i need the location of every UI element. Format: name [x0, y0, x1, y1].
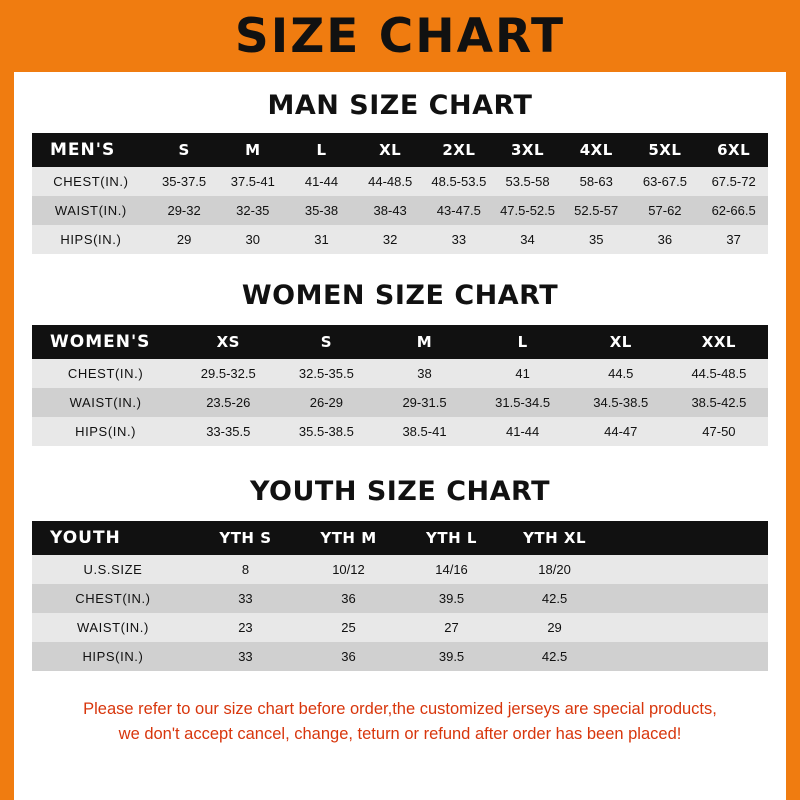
- cell: 34: [493, 225, 562, 254]
- section-title-women: WOMEN SIZE CHART: [241, 280, 559, 311]
- table-women-header-0: WOMEN'S: [32, 325, 179, 359]
- table-row: [32, 167, 768, 196]
- cell: 41-44: [287, 167, 356, 196]
- cell: 8: [194, 555, 297, 584]
- cell: 23: [194, 613, 297, 642]
- table-men-header-9: 6XL: [699, 133, 768, 167]
- table-youth-header-4: YTH XL: [503, 521, 606, 555]
- cell: 44-48.5: [356, 167, 425, 196]
- table-youth-header-5: [606, 521, 768, 555]
- cell: 35: [562, 225, 631, 254]
- row-label: WAIST(IN.): [32, 388, 179, 417]
- cell: 36: [297, 584, 400, 613]
- table-youth-body: [32, 555, 768, 671]
- section-title-man: MAN SIZE CHART: [267, 90, 533, 121]
- table-men-header-3: L: [287, 133, 356, 167]
- table-men-head: [32, 133, 768, 167]
- table-men-body: [32, 167, 768, 254]
- footer-note-line-2: we don't accept cancel, change, teturn or refund after order has been placed!: [118, 724, 682, 743]
- table-men-header-0: MEN'S: [32, 133, 150, 167]
- cell: 34.5-38.5: [572, 388, 670, 417]
- table-men-header-1: S: [150, 133, 219, 167]
- table-women-header-5: XL: [572, 325, 670, 359]
- cell: 37: [699, 225, 768, 254]
- table-row: [32, 196, 768, 225]
- cell: 44.5-48.5: [670, 359, 768, 388]
- cell: 33: [194, 642, 297, 671]
- banner-title: SIZE CHART: [234, 8, 566, 64]
- table-men-header-7: 4XL: [562, 133, 631, 167]
- cell: 29.5-32.5: [179, 359, 277, 388]
- cell: [606, 613, 768, 642]
- cell: [606, 642, 768, 671]
- table-youth-header-3: YTH L: [400, 521, 503, 555]
- cell: 47.5-52.5: [493, 196, 562, 225]
- cell: 29-31.5: [375, 388, 473, 417]
- cell: 32-35: [218, 196, 287, 225]
- cell: 35-37.5: [150, 167, 219, 196]
- table-women: [32, 325, 768, 446]
- table-women-header-3: M: [375, 325, 473, 359]
- cell: 33: [194, 584, 297, 613]
- cell: 38.5-42.5: [670, 388, 768, 417]
- table-women-header-6: XXL: [670, 325, 768, 359]
- table-row: [32, 417, 768, 446]
- cell: 31.5-34.5: [474, 388, 572, 417]
- cell: 25: [297, 613, 400, 642]
- cell: 33: [425, 225, 494, 254]
- cell: 29: [150, 225, 219, 254]
- table-men-header-8: 5XL: [631, 133, 700, 167]
- cell: 44.5: [572, 359, 670, 388]
- cell: 27: [400, 613, 503, 642]
- cell: 57-62: [631, 196, 700, 225]
- table-youth-header-1: YTH S: [194, 521, 297, 555]
- table-men-header-4: XL: [356, 133, 425, 167]
- content: [14, 90, 786, 747]
- cell: 29: [503, 613, 606, 642]
- table-row: [32, 225, 768, 254]
- cell: 48.5-53.5: [425, 167, 494, 196]
- cell: 42.5: [503, 584, 606, 613]
- cell: 39.5: [400, 584, 503, 613]
- cell: 29-32: [150, 196, 219, 225]
- cell: 14/16: [400, 555, 503, 584]
- section-man: [32, 90, 768, 254]
- section-youth: [32, 476, 768, 671]
- cell: 36: [631, 225, 700, 254]
- cell: 41-44: [474, 417, 572, 446]
- row-label: HIPS(IN.): [32, 225, 150, 254]
- cell: 31: [287, 225, 356, 254]
- table-row: [32, 584, 768, 613]
- cell: 53.5-58: [493, 167, 562, 196]
- table-women-head: [32, 325, 768, 359]
- row-label: CHEST(IN.): [32, 167, 150, 196]
- row-label: WAIST(IN.): [32, 613, 194, 642]
- table-women-body: [32, 359, 768, 446]
- table-men-header-6: 3XL: [493, 133, 562, 167]
- table-row: [32, 359, 768, 388]
- table-youth: [32, 521, 768, 671]
- cell: 58-63: [562, 167, 631, 196]
- table-youth-header-0: YOUTH: [32, 521, 194, 555]
- table-men: [32, 133, 768, 254]
- cell: 62-66.5: [699, 196, 768, 225]
- table-women-header-1: XS: [179, 325, 277, 359]
- table-women-header-2: S: [277, 325, 375, 359]
- table-row: [32, 388, 768, 417]
- cell: 67.5-72: [699, 167, 768, 196]
- table-row: [32, 613, 768, 642]
- cell: 36: [297, 642, 400, 671]
- row-label: HIPS(IN.): [32, 417, 179, 446]
- table-men-header-5: 2XL: [425, 133, 494, 167]
- cell: 39.5: [400, 642, 503, 671]
- cell: 41: [474, 359, 572, 388]
- cell: 18/20: [503, 555, 606, 584]
- cell: 33-35.5: [179, 417, 277, 446]
- cell: 30: [218, 225, 287, 254]
- cell: 43-47.5: [425, 196, 494, 225]
- table-row: [32, 555, 768, 584]
- cell: 32: [356, 225, 425, 254]
- row-label: CHEST(IN.): [32, 584, 194, 613]
- table-header-row: [32, 521, 768, 555]
- footer-note: [32, 697, 768, 747]
- cell: 10/12: [297, 555, 400, 584]
- banner: [0, 0, 800, 72]
- cell: 32.5-35.5: [277, 359, 375, 388]
- cell: 47-50: [670, 417, 768, 446]
- table-header-row: [32, 325, 768, 359]
- footer-note-line-1: Please refer to our size chart before order,the customized jerseys are special products,: [83, 700, 717, 718]
- cell: 38.5-41: [375, 417, 473, 446]
- section-women: [32, 280, 768, 446]
- cell: [606, 555, 768, 584]
- table-women-header-4: L: [474, 325, 572, 359]
- table-men-header-2: M: [218, 133, 287, 167]
- cell: [606, 584, 768, 613]
- row-label: CHEST(IN.): [32, 359, 179, 388]
- cell: 63-67.5: [631, 167, 700, 196]
- cell: 35-38: [287, 196, 356, 225]
- cell: 26-29: [277, 388, 375, 417]
- table-youth-header-2: YTH M: [297, 521, 400, 555]
- table-youth-head: [32, 521, 768, 555]
- cell: 35.5-38.5: [277, 417, 375, 446]
- cell: 44-47: [572, 417, 670, 446]
- cell: 23.5-26: [179, 388, 277, 417]
- row-label: WAIST(IN.): [32, 196, 150, 225]
- row-label: HIPS(IN.): [32, 642, 194, 671]
- section-title-youth: YOUTH SIZE CHART: [249, 476, 551, 507]
- row-label: U.S.SIZE: [32, 555, 194, 584]
- cell: 52.5-57: [562, 196, 631, 225]
- cell: 42.5: [503, 642, 606, 671]
- table-row: [32, 642, 768, 671]
- cell: 38-43: [356, 196, 425, 225]
- table-header-row: [32, 133, 768, 167]
- cell: 37.5-41: [218, 167, 287, 196]
- cell: 38: [375, 359, 473, 388]
